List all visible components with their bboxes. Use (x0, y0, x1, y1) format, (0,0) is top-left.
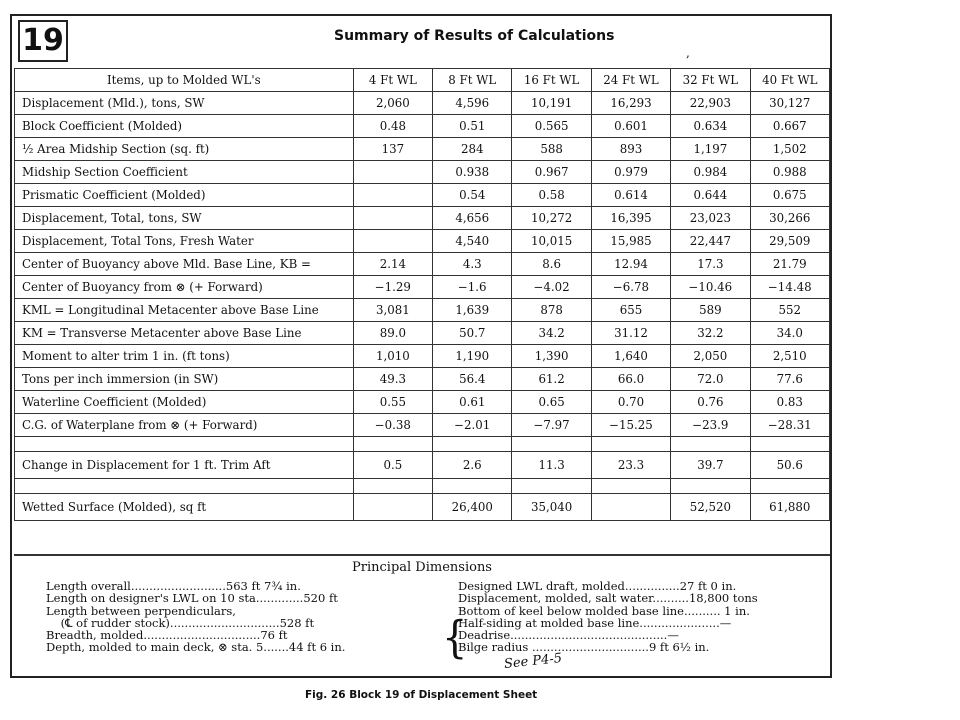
table-cell: 3,081 (353, 299, 432, 322)
table-cell: 34.0 (750, 322, 829, 345)
table-row (15, 92, 830, 115)
table-cell: −0.38 (353, 414, 432, 437)
table-cell (353, 207, 432, 230)
row-label: KM = Transverse Metacenter above Base Line (15, 322, 354, 345)
table-cell: 1,502 (750, 138, 829, 161)
table-cell: 4.3 (433, 253, 512, 276)
table-cell: −7.97 (512, 414, 591, 437)
column-header: 40 Ft WL (750, 69, 829, 92)
table-cell: 0.967 (512, 161, 591, 184)
table-row (15, 184, 830, 207)
table-row (15, 138, 830, 161)
table-cell: 89.0 (353, 322, 432, 345)
table-cell: 22,903 (671, 92, 750, 115)
table-cell: 30,127 (750, 92, 829, 115)
dimension-line: Designed LWL draft, molded...............27 ft 0 in. (458, 579, 737, 593)
empty-cell (512, 437, 591, 452)
table-cell: 39.7 (671, 452, 750, 479)
table-cell: 61,880 (750, 494, 829, 521)
table-row (15, 368, 830, 391)
table-cell: 4,540 (433, 230, 512, 253)
table-cell: 0.565 (512, 115, 591, 138)
table-header-row (15, 69, 830, 92)
row-label: Displacement, Total, tons, SW (15, 207, 354, 230)
row-label: Center of Buoyancy from ⊗ (+ Forward) (15, 276, 354, 299)
spacer-row (15, 437, 830, 452)
row-label: Center of Buoyancy above Mld. Base Line, KB = (15, 253, 354, 276)
dimension-line: Depth, molded to main deck, ⊗ sta. 5.......44 ft 6 in. (46, 640, 346, 655)
table-cell: 1,639 (433, 299, 512, 322)
table-cell: 655 (591, 299, 670, 322)
table-cell: 23.3 (591, 452, 670, 479)
table-cell: 2.6 (433, 452, 512, 479)
empty-cell (750, 437, 829, 452)
row-label: Waterline Coefficient (Molded) (15, 391, 354, 414)
table-cell: 52,520 (671, 494, 750, 521)
table-row (15, 115, 830, 138)
table-cell: 589 (671, 299, 750, 322)
table-cell: 31.12 (591, 322, 670, 345)
table-cell: 17.3 (671, 253, 750, 276)
dimensions-right-column (458, 580, 820, 654)
empty-cell (433, 479, 512, 494)
table-cell: 1,640 (591, 345, 670, 368)
displacement-sheet (10, 14, 832, 678)
table-cell: 10,272 (512, 207, 591, 230)
empty-cell (512, 479, 591, 494)
table-cell: 588 (512, 138, 591, 161)
table-cell: 72.0 (671, 368, 750, 391)
dimension-line: Length between perpendiculars, (46, 603, 236, 618)
table-cell: 50.6 (750, 452, 829, 479)
row-label: Tons per inch immersion (in SW) (15, 368, 354, 391)
table-cell: 34.2 (512, 322, 591, 345)
row-label: Moment to alter trim 1 in. (ft tons) (15, 345, 354, 368)
table-row (15, 299, 830, 322)
row-label: C.G. of Waterplane from ⊗ (+ Forward) (15, 414, 354, 437)
table-row (15, 391, 830, 414)
table-cell: 878 (512, 299, 591, 322)
table-cell: 10,015 (512, 230, 591, 253)
empty-cell (750, 479, 829, 494)
row-label: Wetted Surface (Molded), sq ft (15, 494, 354, 521)
column-header: 32 Ft WL (671, 69, 750, 92)
table-cell: 10,191 (512, 92, 591, 115)
table-cell: 21.79 (750, 253, 829, 276)
table-cell: 29,509 (750, 230, 829, 253)
table-cell: 0.675 (750, 184, 829, 207)
table-cell: −1.6 (433, 276, 512, 299)
table-cell: 8.6 (512, 253, 591, 276)
table-cell: 16,395 (591, 207, 670, 230)
table-cell: −2.01 (433, 414, 512, 437)
principal-dimensions (14, 554, 830, 676)
table-cell: 1,197 (671, 138, 750, 161)
table-cell: 4,656 (433, 207, 512, 230)
tick-mark: , (686, 46, 690, 60)
table-cell (353, 494, 432, 521)
table-cell: 1,010 (353, 345, 432, 368)
table-cell: 2,050 (671, 345, 750, 368)
table-cell: 1,190 (433, 345, 512, 368)
brace-mark: { (442, 612, 468, 664)
table-cell (353, 230, 432, 253)
table-cell (353, 161, 432, 184)
table-cell: 0.48 (353, 115, 432, 138)
table-cell: 77.6 (750, 368, 829, 391)
table-cell: 26,400 (433, 494, 512, 521)
table-row (15, 345, 830, 368)
column-header: 24 Ft WL (591, 69, 670, 92)
table-cell: −4.02 (512, 276, 591, 299)
table-cell: 66.0 (591, 368, 670, 391)
table-cell: −28.31 (750, 414, 829, 437)
handwritten-note: See P4-5 (503, 651, 563, 672)
sheet-title: Summary of Results of Calculations (334, 28, 615, 44)
table-cell: 284 (433, 138, 512, 161)
empty-cell (15, 437, 354, 452)
table-cell: −6.78 (591, 276, 670, 299)
row-label: ½ Area Midship Section (sq. ft) (15, 138, 354, 161)
dimension-line: Displacement, molded, salt water..........18,800 tons (458, 591, 758, 606)
table-cell: 1,390 (512, 345, 591, 368)
table-cell: 0.76 (671, 391, 750, 414)
dimension-line: Bottom of keel below molded base line.......... 1 in. (458, 603, 750, 618)
table-cell: 22,447 (671, 230, 750, 253)
row-label: KML = Longitudinal Metacenter above Base Line (15, 299, 354, 322)
table-cell: 16,293 (591, 92, 670, 115)
principal-dimensions-title: Principal Dimensions (352, 560, 492, 575)
table-cell: 0.5 (353, 452, 432, 479)
table-row (15, 161, 830, 184)
table-cell: 0.51 (433, 115, 512, 138)
table-row (15, 322, 830, 345)
table-cell: 0.58 (512, 184, 591, 207)
empty-cell (433, 437, 512, 452)
table-cell: 0.979 (591, 161, 670, 184)
table-cell: 12.94 (591, 253, 670, 276)
table-cell (353, 184, 432, 207)
table-row (15, 207, 830, 230)
table-cell: 0.667 (750, 115, 829, 138)
dimension-line: Length overall..........................563 ft 7¾ in. (46, 579, 301, 593)
table-cell: 0.65 (512, 391, 591, 414)
column-header: 4 Ft WL (353, 69, 432, 92)
table-cell: 2.14 (353, 253, 432, 276)
table-cell: 0.601 (591, 115, 670, 138)
table-cell: 0.634 (671, 115, 750, 138)
table-cell: −23.9 (671, 414, 750, 437)
spacer-row (15, 479, 830, 494)
column-header: 8 Ft WL (433, 69, 512, 92)
table-cell: 0.61 (433, 391, 512, 414)
table-cell: 11.3 (512, 452, 591, 479)
table-cell: 61.2 (512, 368, 591, 391)
table-cell: −15.25 (591, 414, 670, 437)
table-cell: 0.614 (591, 184, 670, 207)
table-row (15, 414, 830, 437)
empty-cell (671, 479, 750, 494)
empty-cell (15, 479, 354, 494)
table-cell: 0.988 (750, 161, 829, 184)
row-label: Displacement (Mld.), tons, SW (15, 92, 354, 115)
row-label: Prismatic Coefficient (Molded) (15, 184, 354, 207)
table-cell: 0.70 (591, 391, 670, 414)
table-row (15, 230, 830, 253)
row-label: Displacement, Total Tons, Fresh Water (15, 230, 354, 253)
items-header: Items, up to Molded WL's (15, 69, 354, 92)
dimension-line: (℄ of rudder stock)..............................528 ft (46, 615, 315, 630)
table-cell: 56.4 (433, 368, 512, 391)
table-cell: 30,266 (750, 207, 829, 230)
empty-cell (591, 479, 670, 494)
table-cell: 4,596 (433, 92, 512, 115)
table-cell (591, 494, 670, 521)
table-row (15, 494, 830, 521)
table-cell: 0.55 (353, 391, 432, 414)
row-label: Change in Displacement for 1 ft. Trim Aft (15, 452, 354, 479)
dimension-line: Deadrise...........................................— (458, 628, 679, 643)
table-cell: 0.83 (750, 391, 829, 414)
empty-cell (353, 479, 432, 494)
table-cell: 0.54 (433, 184, 512, 207)
figure-caption: Fig. 26 Block 19 of Displacement Sheet (305, 689, 538, 701)
dimension-line: Bilge radius ................................9 ft 6½ in. (458, 640, 710, 655)
dimension-line: Length on designer's LWL on 10 sta.............520 ft (46, 591, 338, 606)
table-cell: 2,060 (353, 92, 432, 115)
dimension-line: Breadth, molded................................76 ft (46, 628, 288, 643)
table-cell: 32.2 (671, 322, 750, 345)
table-cell: −10.46 (671, 276, 750, 299)
table-row (15, 253, 830, 276)
table-cell: −14.48 (750, 276, 829, 299)
table-row (15, 276, 830, 299)
empty-cell (671, 437, 750, 452)
table-cell: 0.644 (671, 184, 750, 207)
table-cell: 49.3 (353, 368, 432, 391)
results-table (14, 68, 830, 521)
table-cell: 23,023 (671, 207, 750, 230)
column-header: 16 Ft WL (512, 69, 591, 92)
empty-cell (591, 437, 670, 452)
table-cell: 50.7 (433, 322, 512, 345)
table-cell: 2,510 (750, 345, 829, 368)
table-row (15, 452, 830, 479)
dimension-line: Half-siding at molded base line......................— (458, 615, 732, 630)
table-cell: 0.984 (671, 161, 750, 184)
row-label: Block Coefficient (Molded) (15, 115, 354, 138)
row-label: Midship Section Coefficient (15, 161, 354, 184)
table-cell: 137 (353, 138, 432, 161)
dimensions-left-column (46, 580, 416, 654)
empty-cell (353, 437, 432, 452)
table-cell: 893 (591, 138, 670, 161)
table-cell: 0.938 (433, 161, 512, 184)
table-cell: 35,040 (512, 494, 591, 521)
table-cell: −1.29 (353, 276, 432, 299)
table-cell: 552 (750, 299, 829, 322)
table-cell: 15,985 (591, 230, 670, 253)
block-number: 19 (18, 20, 68, 62)
